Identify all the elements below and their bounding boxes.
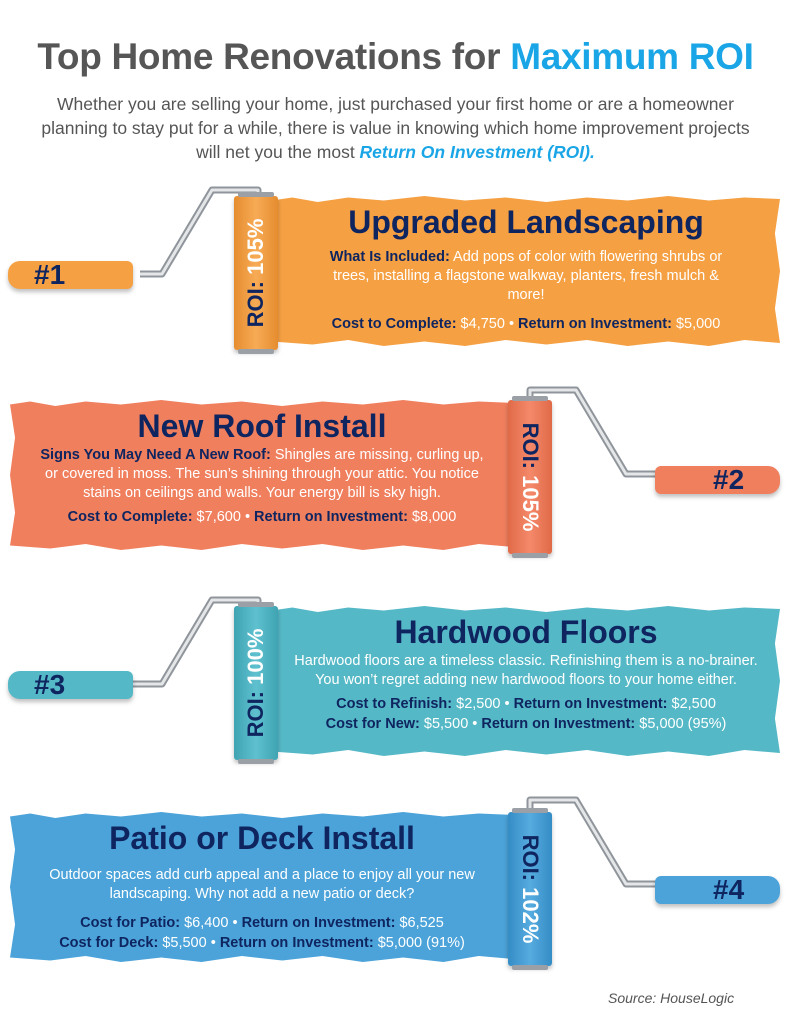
rank-number: #3 (34, 669, 66, 700)
handle-rank-1 (8, 261, 133, 289)
roi-label: ROI: 102% (518, 834, 543, 944)
card-upgraded-landscaping (272, 196, 780, 346)
cost-line: Cost to Complete: $7,600 • Return on Investment: $8,000 (67, 509, 457, 525)
roi-label: ROI: 100% (243, 628, 268, 738)
roi-roller-4 (508, 812, 552, 966)
cost-line: Cost for Patio: $6,400 • Return on Investment: $6,525 (80, 915, 444, 931)
intro-accent: Return On Investment (ROI). (359, 142, 595, 162)
handle-rank-4 (655, 876, 780, 904)
cost-line: Cost to Complete: $4,750 • Return on Investment: $5,000 (331, 316, 721, 332)
roi-label: ROI: 105% (518, 422, 543, 532)
rank-number: #4 (713, 874, 745, 905)
roi-label: ROI: 105% (243, 218, 268, 328)
roi-roller-3 (234, 606, 278, 760)
rank-number: #2 (713, 464, 745, 495)
card-patio-or-deck-install (10, 812, 514, 962)
intro-text: Whether you are selling your home, just purchased your first home or are a homeowner planning to stay put for a while, there is value in knowing which home improvement projects will net you the most (41, 94, 750, 162)
card-description: What Is Included: Add pops of color with flowering shrubs or trees, installing a flagstone walkway, planters, fresh mulch & more! (329, 249, 723, 303)
handle-rank-3 (8, 671, 133, 699)
card-title: Patio or Deck Install (109, 820, 415, 856)
page-title (0, 36, 791, 78)
cost-line: Cost to Refinish: $2,500 • Return on Investment: $2,500 (336, 696, 716, 712)
title-main: Top Home Renovations for (37, 36, 511, 77)
card-title: New Roof Install (137, 408, 387, 444)
card-description: Signs You May Need A New Roof: Shingles are missing, curling up, or covered in moss. The sun’s shining through your attic. You notice stains on ceilings and walls. Your energy bill is sky high. (40, 447, 484, 501)
card-title: Upgraded Landscaping (348, 204, 704, 240)
rank-number: #1 (34, 259, 66, 290)
intro-paragraph (40, 92, 751, 164)
card-hardwood-floors (272, 606, 780, 756)
cost-line: Cost for Deck: $5,500 • Return on Investment: $5,000 (91%) (59, 935, 465, 951)
roi-roller-1 (234, 196, 278, 350)
cost-line: Cost for New: $5,500 • Return on Investment: $5,000 (95%) (325, 716, 727, 732)
card-title: Hardwood Floors (394, 614, 658, 650)
card-new-roof-install (10, 400, 514, 550)
card-description: Outdoor spaces add curb appeal and a place to enjoy all your new landscaping. Why not add a new patio or deck? (49, 867, 475, 902)
card-description: Hardwood floors are a timeless classic. Refinishing them is a no-brainer. You won’t regret adding new hardwood floors to your home either. (294, 653, 758, 688)
source-credit: Source: HouseLogic (608, 990, 735, 1006)
title-accent: Maximum ROI (510, 36, 754, 77)
roi-roller-2 (508, 400, 552, 554)
handle-rank-2 (655, 466, 780, 494)
